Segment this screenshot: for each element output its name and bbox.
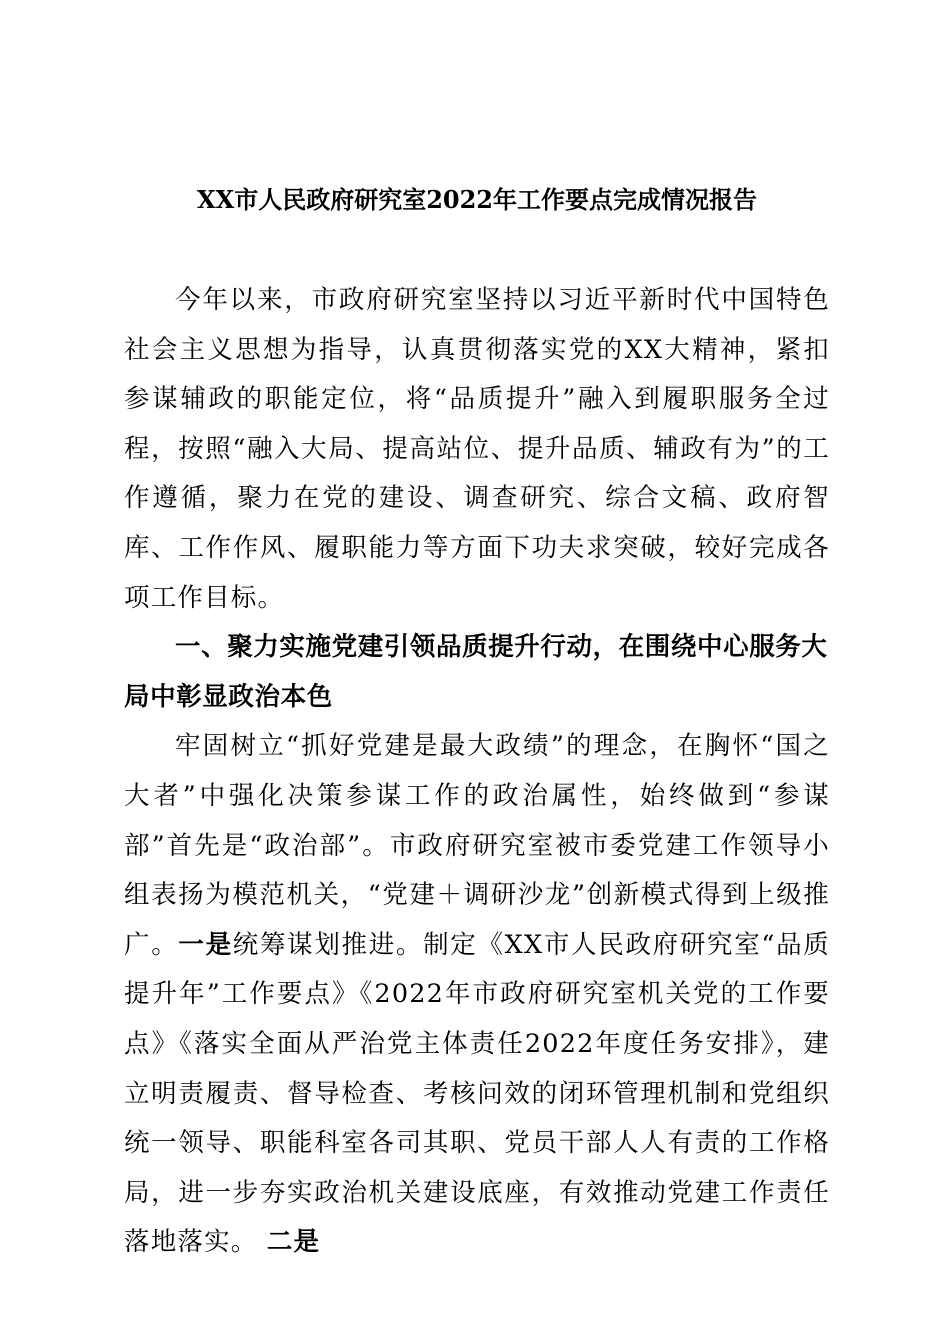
point-1-text: 统筹谋划推进。制定《XX市人民政府研究室“品质提升年”工作要点》《2022年市政府研究室机关党的工作要点》《落实全面从严治党主体责任2022年度任务安排》，建立明责履责、督导检查、考核问效的闭环管理机制和党组织统一领导、职能科室各司其职、党员干部人人有责的工作格局，进一步夯实政治机关建设底座，有效推动党建工作责任落地落实。 [124, 929, 831, 1258]
section-heading-1: 一、聚力实施党建引领品质提升行动，在围绕中心服务大局中彰显政治本色 [124, 632, 828, 712]
document-page [124, 180, 830, 1268]
point-2-label: 二是 [266, 1227, 321, 1258]
section-1-lead-text: 牢固树立“抓好党建是最大政绩”的理念，在胸怀“国之大者”中强化决策参谋工作的政治属性，始终做到“参谋部”首先是“政治部”。市政府研究室被市委党建工作领导小组表扬为模范机关，“党建＋调研沙龙”创新模式得到上级推广。 [124, 731, 830, 960]
document-title: XX市人民政府研究室2022年工作要点完成情况报告 [196, 185, 758, 214]
section-1-body [124, 722, 830, 1268]
intro-paragraph: 今年以来，市政府研究室坚持以习近平新时代中国特色社会主义思想为指导，认真贯彻落实党的XX大精神，紧扣参谋辅政的职能定位，将“品质提升”融入到履职服务全过程，按照“融入大局、提高站位、提升品质、辅政有为”的工作遵循，聚力在党的建设、调查研究、综合文稿、政府智库、工作作风、履职能力等方面下功夫求突破，较好完成各项工作目标。 [124, 285, 830, 613]
point-1-label: 一是 [178, 929, 233, 960]
